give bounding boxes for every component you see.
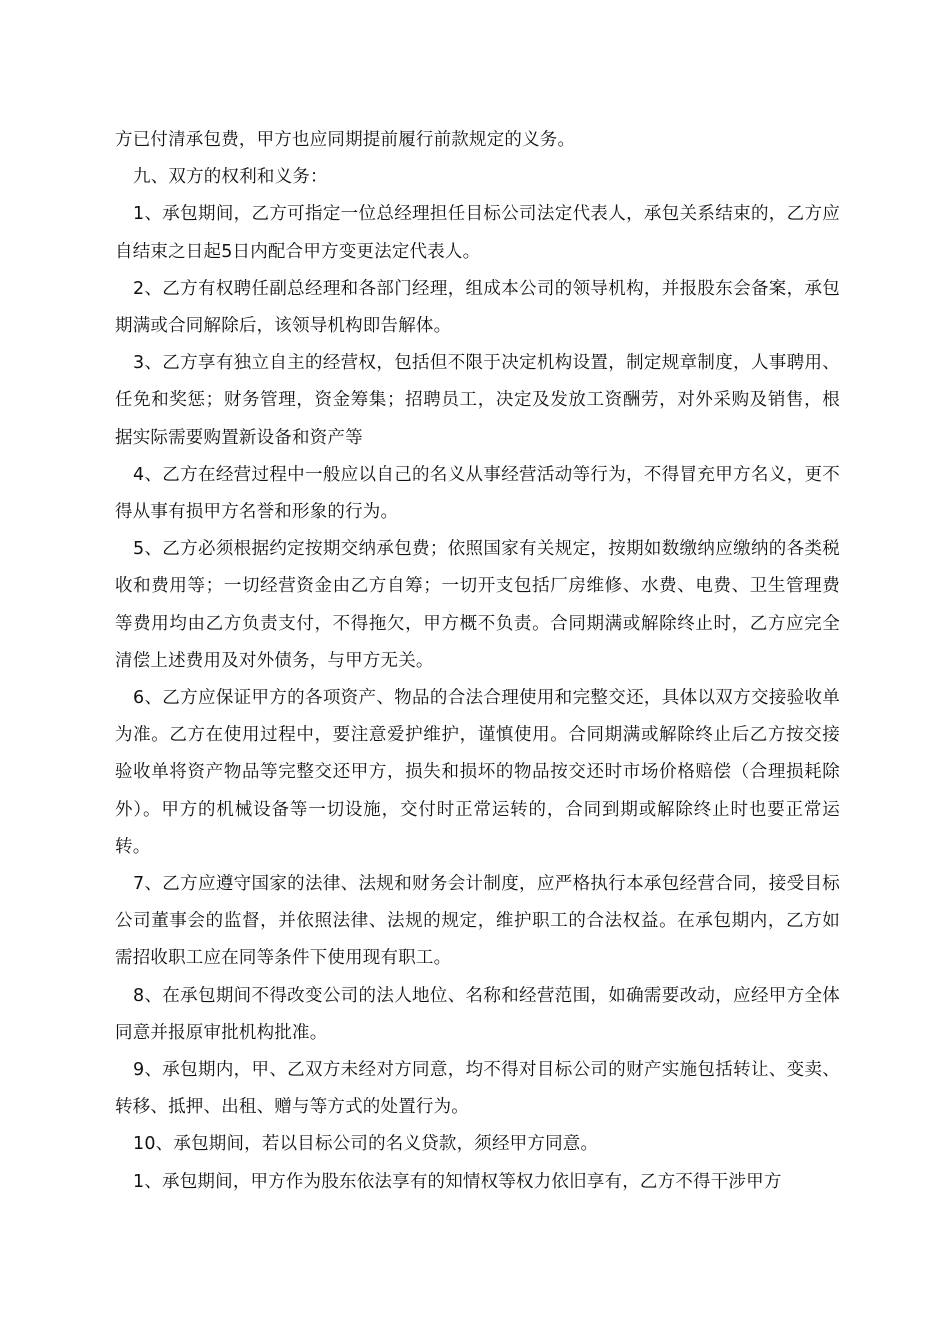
clause-7: 7、乙方应遵守国家的法律、法规和财务会计制度，应严格执行本承包经营合同，接受目标公司董事会的监督，并依照法律、法规的规定，维护职工的合法权益。在承包期内，乙方如需招收职工应在同等条件下使用现有职工。 [115,874,840,969]
clause-10: 10、承包期间，若以目标公司的名义贷款，须经甲方同意。 [133,1134,599,1155]
clause-5: 5、乙方必须根据约定按期交纳承包费；依照国家有关规定，按期如数缴纳应缴纳的各类税收和费用等；一切经营资金由乙方自筹；一切开支包括厂房维修、水费、电费、卫生管理费等费用均由乙方负责支付，不得拖欠，甲方概不负责。合同期满或解除终止时，乙方应完全清偿上述费用及对外债务，与甲方无关。 [115,539,840,671]
paragraph-continuation: 方已付清承包费，甲方也应同期提前履行前款规定的义务。 [115,130,576,150]
clause-8: 8、在承包期间不得改变公司的法人地位、名称和经营范围，如确需要改动，应经甲方全体同意并报原审批机构批准。 [115,985,840,1043]
clause-3: 3、乙方享有独立自主的经营权，包括但不限于决定机构设置，制定规章制度，人事聘用、任免和奖惩；财务管理，资金筹集；招聘员工，决定及发放工资酬劳，对外采购及销售，根据实际需要购置新设备和资产等 [115,353,840,448]
clause-4: 4、乙方在经营过程中一般应以自己的名义从事经营活动等行为，不得冒充甲方名义，更不得从事有损甲方名誉和形象的行为。 [115,464,840,523]
clause-9: 9、承包期内，甲、乙双方未经对方同意，均不得对目标公司的财产实施包括转让、变卖、转移、抵押、出租、赠与等方式的处置行为。 [115,1060,840,1118]
clause-1-continued: 1、承包期间，甲方作为股东依法享有的知情权等权力依旧享有，乙方不得干涉甲方 [133,1171,782,1192]
clause-2: 2、乙方有权聘任副总经理和各部门经理，组成本公司的领导机构，并报股东会备案，承包期满或合同解除后，该领导机构即告解体。 [115,278,840,337]
clause-6: 6、乙方应保证甲方的各项资产、物品的合法合理使用和完整交还，具体以双方交接验收单为准。乙方在使用过程中，要注意爱护维护，谨慎使用。合同期满或解除终止后乙方按交接验收单将资产物品等完整交还甲方，损失和损坏的物品按交还时市场价格赔偿（合理损耗除外）。甲方的机械设备等一切设施，交付时正常运转的，合同到期或解除终止时也要正常运转。 [115,688,840,857]
section-heading-rights-obligations: 九、双方的权利和义务： [133,167,328,188]
clause-1: 1、承包期间，乙方可指定一位总经理担任目标公司法定代表人，承包关系结束的，乙方应自结束之日起5日内配合甲方变更法定代表人。 [115,204,840,262]
document-body [115,122,840,1201]
